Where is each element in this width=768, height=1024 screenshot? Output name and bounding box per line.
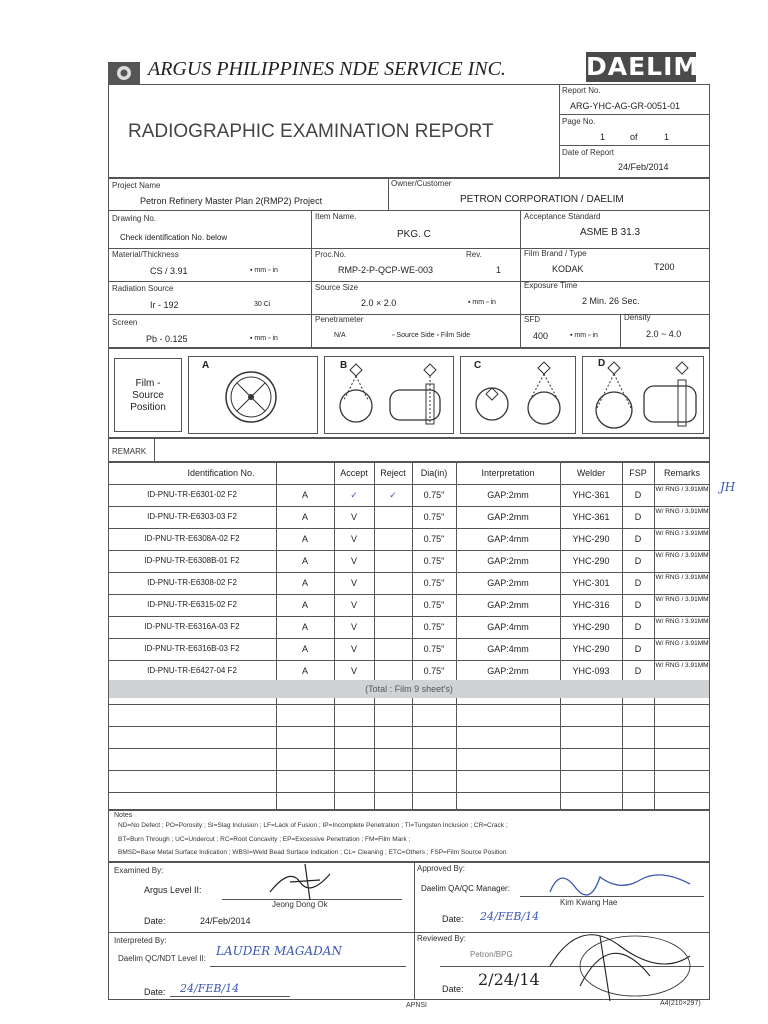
table-row-divider (108, 550, 710, 551)
position-d-diagram (586, 360, 702, 432)
examined-date: 24/Feb/2014 (200, 916, 251, 926)
table-cell-fsp: D (634, 622, 642, 632)
logo-icon (108, 62, 140, 84)
table-cell-pos: A (301, 534, 308, 544)
source-size-unit: ▪ mm ▫ in (468, 299, 496, 306)
radiation-ci: 30 Ci (254, 301, 271, 308)
report-title: RADIOGRAPHIC EXAMINATION REPORT (128, 121, 494, 142)
examined-role: Argus Level II: (144, 885, 202, 895)
penetrameter-side: ▫ Source Side ▫ Film Side (392, 332, 471, 339)
rev: 1 (496, 265, 502, 275)
examined-date-label: Date: (144, 916, 166, 926)
table-cell-dia: 0.75" (423, 600, 445, 610)
screen-unit: ▪ mm ▫ in (250, 335, 278, 342)
table-row-divider (108, 528, 710, 529)
screen-label: Screen (112, 318, 138, 327)
notes-label: Notes (114, 812, 133, 819)
film-brand: KODAK (552, 264, 584, 274)
table-row-divider (108, 594, 710, 595)
drawing-no-label: Drawing No. (112, 214, 157, 223)
reviewed-date: 2/24/14 (478, 970, 540, 989)
position-c-label: C (474, 360, 482, 371)
table-cell-dia: 0.75" (423, 578, 445, 588)
table-cell-remark: W/ RNG / 3.91MM (655, 486, 709, 493)
table-cell-interp: GAP:2mm (487, 490, 529, 500)
table-cell-interp: GAP:4mm (487, 644, 529, 654)
examined-name: Jeong Dong Ok (272, 900, 328, 909)
table-row-divider (108, 792, 710, 793)
side-initial: JH (720, 480, 736, 494)
table-cell-interp: GAP:2mm (487, 512, 529, 522)
table-cell-remark: W/ RNG / 3.91MM (655, 662, 709, 669)
table-cell-interp: GAP:4mm (487, 622, 529, 632)
table-cell-id: ID-PNU-TR-E6315-02 F2 (147, 600, 237, 609)
remark-label: REMARK (112, 447, 147, 456)
report-no: ARG-YHC-AG-GR-0051-01 (570, 101, 681, 111)
table-cell-id: ID-PNU-TR-E6316B-03 F2 (144, 644, 240, 653)
table-cell-dia: 0.75" (423, 644, 445, 654)
film-type: T200 (654, 262, 675, 272)
acceptance-label: Acceptance Standard (524, 212, 601, 221)
interpreted-label: Interpreted By: (114, 936, 167, 945)
source-size-label: Source Size (315, 283, 359, 292)
material-label: Material/Thickness (112, 250, 179, 259)
examined-signature (260, 862, 340, 902)
drawing-no: Check identification No. below (120, 233, 228, 242)
table-cell-pos: A (301, 490, 308, 500)
table-cell-welder: YHC-361 (572, 490, 610, 500)
radiation-label: Radiation Source (112, 284, 174, 293)
table-cell-accept: V (350, 512, 357, 522)
footer-right: A4(210×297) (660, 1000, 701, 1007)
table-cell-welder: YHC-093 (572, 666, 610, 676)
item-name: PKG. C (397, 229, 431, 240)
page-no-label: Page No. (562, 117, 596, 126)
acceptance: ASME B 31.3 (580, 227, 641, 238)
table-cell-reject: ✓ (389, 490, 397, 500)
table-cell-accept: V (350, 666, 357, 676)
rev-label: Rev. (466, 250, 482, 259)
approved-label: Approved By: (417, 864, 466, 873)
table-cell-welder: YHC-361 (572, 512, 610, 522)
table-cell-welder: YHC-290 (572, 556, 610, 566)
page-no: 1 (600, 132, 606, 142)
table-header-cell: Welder (576, 468, 606, 478)
interpreted-date: 24/FEB/14 (180, 982, 240, 995)
table-cell-fsp: D (634, 666, 642, 676)
table-row-divider (108, 660, 710, 661)
position-a-diagram (220, 366, 282, 428)
table-cell-fsp: D (634, 600, 642, 610)
approved-signature (540, 862, 710, 902)
penetrameter-label: Penetrameter (315, 315, 364, 324)
penetrameter: N/A (334, 332, 346, 339)
table-cell-accept: ✓ (350, 490, 358, 500)
table-cell-welder: YHC-316 (572, 600, 610, 610)
reviewed-signature (540, 906, 700, 1006)
interpreted-role: Daelim QC/NDT Level II: (118, 954, 206, 963)
table-header-cell: Reject (380, 468, 406, 478)
table-cell-pos: A (301, 600, 308, 610)
table-cell-dia: 0.75" (423, 666, 445, 676)
table-cell-id: ID-PNU-TR-E6316A-03 F2 (144, 622, 240, 631)
notes-line-3: BMSD=Base Metal Surface Indication ; WBSI=Weld Bead Surface Indication ; CL= Cleaning ; ETC=Others ; FSP=Film Source Position (118, 849, 507, 856)
table-row-divider (108, 484, 710, 485)
table-cell-dia: 0.75" (423, 490, 445, 500)
table-cell-fsp: D (634, 578, 642, 588)
reviewed-role: Petron/BPG (470, 950, 513, 959)
proc: RMP-2-P-QCP-WE-003 (338, 265, 434, 275)
table-cell-welder: YHC-290 (572, 644, 610, 654)
table-cell-remark: W/ RNG / 3.91MM (655, 640, 709, 647)
position-b-label: B (340, 360, 348, 371)
table-column-divider (374, 462, 375, 810)
film-label: Film Brand / Type (524, 249, 587, 258)
position-d-label: D (598, 358, 606, 369)
material: CS / 3.91 (150, 266, 188, 276)
table-cell-fsp: D (634, 490, 642, 500)
reviewed-label: Reviewed By: (417, 934, 466, 943)
report-no-label: Report No. (562, 86, 601, 95)
table-cell-pos: A (301, 556, 308, 566)
approved-role: Daelim QA/QC Manager: (421, 884, 510, 893)
table-cell-id: ID-PNU-TR-E6303-03 F2 (147, 512, 237, 521)
table-cell-accept: V (350, 644, 357, 654)
table-cell-pos: A (301, 622, 308, 632)
position-b-diagram (330, 360, 450, 432)
table-cell-pos: A (301, 578, 308, 588)
table-row-divider (108, 638, 710, 639)
table-cell-remark: W/ RNG / 3.91MM (655, 530, 709, 537)
owner-label: Owner/Customer (391, 179, 452, 188)
table-header-cell: Accept (340, 468, 368, 478)
table-cell-interp: GAP:2mm (487, 600, 529, 610)
date-of-report: 24/Feb/2014 (618, 162, 669, 172)
brand-logo: DAELIM (586, 52, 700, 81)
table-cell-id: ID-PNU-TR-E6427-04 F2 (147, 666, 237, 675)
examined-label: Examined By: (114, 866, 164, 875)
table-row-divider (108, 726, 710, 727)
table-cell-remark: W/ RNG / 3.91MM (655, 508, 709, 515)
remark-row (108, 438, 710, 462)
owner: PETRON CORPORATION / DAELIM (460, 194, 624, 205)
table-cell-id: ID-PNU-TR-E6308-02 F2 (147, 578, 237, 587)
total-text: (Total : Film 9 sheet's) (365, 684, 453, 694)
table-cell-interp: GAP:2mm (487, 556, 529, 566)
table-header-cell: Identification No. (187, 468, 255, 478)
page-of: of (630, 132, 638, 142)
table-cell-pos: A (301, 512, 308, 522)
table-cell-dia: 0.75" (423, 622, 445, 632)
position-c-diagram (464, 360, 574, 432)
table-cell-pos: A (301, 666, 308, 676)
table-cell-dia: 0.75" (423, 512, 445, 522)
exposure: 2 Min. 26 Sec. (582, 296, 640, 306)
table-cell-interp: GAP:2mm (487, 666, 529, 676)
table-cell-accept: V (350, 534, 357, 544)
notes-line-1: ND=No Defect ; PO=Porosity ; SI=Slag Inclusion ; LF=Lack of Fusion ; IP=Incomplete Penetration ; TI=Tungsten Inclusion ; CR=Crack ; (118, 822, 508, 829)
sfd-label: SFD (524, 315, 540, 324)
project-name: Petron Refinery Master Plan 2(RMP2) Project (140, 196, 323, 206)
approved-date: 24/FEB/14 (480, 910, 540, 923)
table-cell-interp: GAP:4mm (487, 534, 529, 544)
sfd-unit: ▪ mm ▫ in (570, 332, 598, 339)
table-header-cell: Remarks (663, 468, 700, 478)
table-header-cell: Interpretation (481, 468, 535, 478)
table-cell-dia: 0.75" (423, 556, 445, 566)
table-cell-welder: YHC-290 (572, 622, 610, 632)
interpreted-date-label: Date: (144, 987, 166, 997)
logo-mark (108, 62, 140, 84)
table-cell-remark: W/ RNG / 3.91MM (655, 574, 709, 581)
table-cell-accept: V (350, 600, 357, 610)
approved-name: Kim Kwang Hae (560, 898, 618, 907)
screen: Pb - 0.125 (146, 334, 188, 344)
interpreted-signature: LAUDER MAGADAN (216, 944, 342, 958)
table-cell-interp: GAP:2mm (487, 578, 529, 588)
reviewed-date-label: Date: (442, 984, 464, 994)
table-cell-fsp: D (634, 512, 642, 522)
table-cell-id: ID-PNU-TR-E6308A-02 F2 (144, 534, 240, 543)
table-header-cell: Dia(in) (420, 468, 448, 478)
position-a-label: A (202, 360, 210, 371)
table-cell-remark: W/ RNG / 3.91MM (655, 618, 709, 625)
table-row-divider (108, 572, 710, 573)
table-cell-remark: W/ RNG / 3.91MM (655, 552, 709, 559)
table-row-divider (108, 616, 710, 617)
source-size: 2.0 × 2.0 (361, 298, 397, 308)
density-label: Density (624, 313, 651, 322)
table-cell-pos: A (301, 644, 308, 654)
footer-center: APNSI (406, 1002, 428, 1009)
table-cell-fsp: D (634, 534, 642, 544)
table-header-cell: FSP (629, 468, 647, 478)
table-row-divider (108, 770, 710, 771)
date-of-report-label: Date of Report (562, 148, 615, 157)
table-cell-accept: V (350, 556, 357, 566)
film-source-label: Film - Source Position (130, 378, 166, 413)
table-row-divider (108, 704, 710, 705)
notes-line-2: BT=Burn Through ; UC=Undercut ; RC=Root Concavity ; EP=Excessive Penetration ; FM=Film Mark ; (118, 836, 411, 843)
proc-label: Proc.No. (315, 250, 347, 259)
material-unit: ▪ mm ▫ in (250, 267, 278, 274)
table-cell-accept: V (350, 578, 357, 588)
table-row-divider (108, 748, 710, 749)
project-name-label: Project Name (112, 181, 161, 190)
table-cell-remark: W/ RNG / 3.91MM (655, 596, 709, 603)
exposure-label: Exposure Time (524, 281, 578, 290)
page-total: 1 (664, 132, 670, 142)
table-cell-dia: 0.75" (423, 534, 445, 544)
table-cell-fsp: D (634, 644, 642, 654)
radiation: Ir - 192 (150, 300, 179, 310)
approved-date-label: Date: (442, 914, 464, 924)
company-name: ARGUS PHILIPPINES NDE SERVICE INC. (148, 58, 506, 80)
table-cell-welder: YHC-290 (572, 534, 610, 544)
item-name-label: Item Name. (315, 212, 357, 221)
table-cell-accept: V (350, 622, 357, 632)
density: 2.0 ~ 4.0 (646, 329, 682, 339)
sfd: 400 (533, 331, 549, 341)
table-cell-id: ID-PNU-TR-E6301-02 F2 (147, 490, 237, 499)
table-cell-welder: YHC-301 (572, 578, 610, 588)
table-row-divider (108, 506, 710, 507)
table-cell-id: ID-PNU-TR-E6308B-01 F2 (144, 556, 240, 565)
table-cell-fsp: D (634, 556, 642, 566)
